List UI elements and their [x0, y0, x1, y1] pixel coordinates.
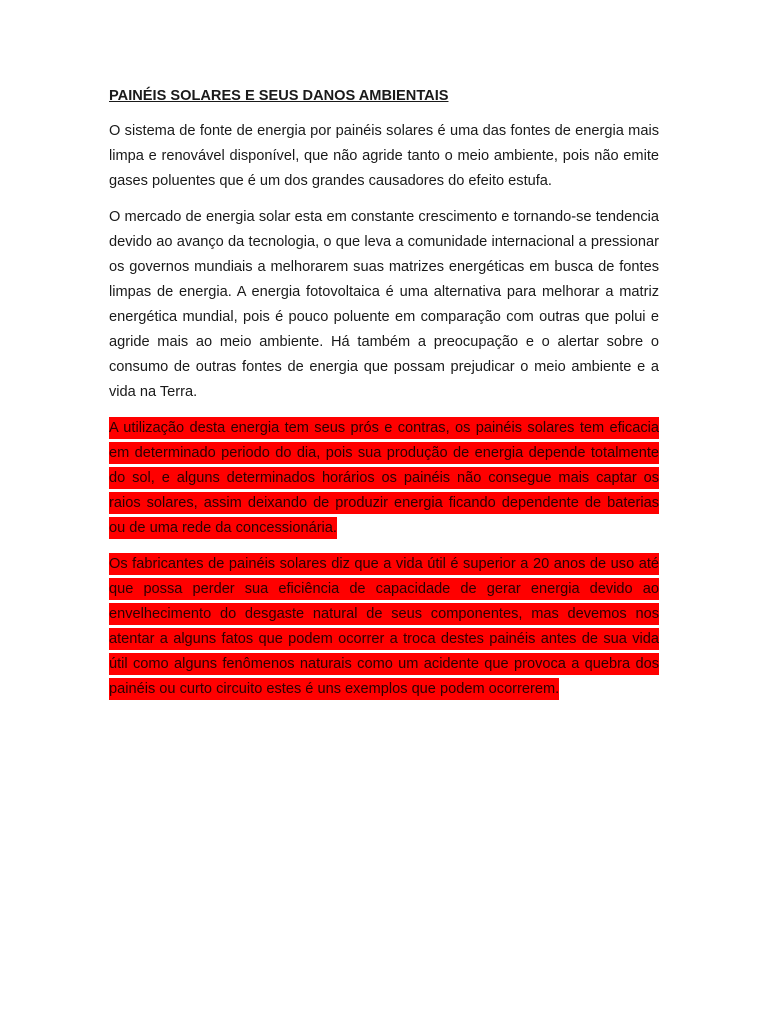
paragraph-market-text: O mercado de energia solar esta em constante crescimento e tornando-se tendencia devido ao avanço da tecnologia, o que leva a comunidade internacional a pressionar os governos mundiais a melhorarem suas matrizes energéticas em busca de fontes limpas de energia. A energia fotovoltaica é uma alternativa para melhorar a matriz energética mundial, pois é pouco poluente em comparação com outras que polui e agride mais ao meio ambiente. Há também a preocupação e o alertar sobre o consumo de outras fontes de energia que possam prejudicar o meio ambiente e a vida na Terra.: [109, 209, 659, 400]
highlighted-paragraph-pros-cons-text: A utilização desta energia tem seus prós e contras, os painéis solares tem eficacia em determinado periodo do dia, pois sua produção de energia depende totalmente do sol, e alguns determinados horários os painéis não consegue mais captar os raios solares, assim deixando de produzir energia ficando dependente de baterias ou de uma rede da concessionária.: [109, 417, 659, 539]
paragraph-intro: [109, 119, 659, 194]
paragraph-pros-cons: [109, 416, 659, 541]
document-page: [109, 80, 659, 713]
paragraph-intro-text: O sistema de fonte de energia por painéis solares é uma das fontes de energia mais limpa e renovável disponível, que não agride tanto o meio ambiente, pois não emite gases poluentes que é um dos grandes causadores do efeito estufa.: [109, 123, 659, 189]
paragraph-lifespan: [109, 552, 659, 702]
highlighted-paragraph-lifespan-text: Os fabricantes de painéis solares diz que a vida útil é superior a 20 anos de uso até que possa perder sua eficiência de capacidade de gerar energia devido ao envelhecimento do desgaste natural de seus componentes, mas devemos nos atentar a alguns fatos que podem ocorrer a troca destes painéis antes de sua vida útil como alguns fenômenos naturais como um acidente que provoca a quebra dos painéis ou curto circuito estes é uns exemplos que podem ocorrerem.: [109, 553, 659, 700]
document-title: PAINÉIS SOLARES E SEUS DANOS AMBIENTAIS: [109, 88, 449, 104]
paragraph-market: [109, 205, 659, 405]
